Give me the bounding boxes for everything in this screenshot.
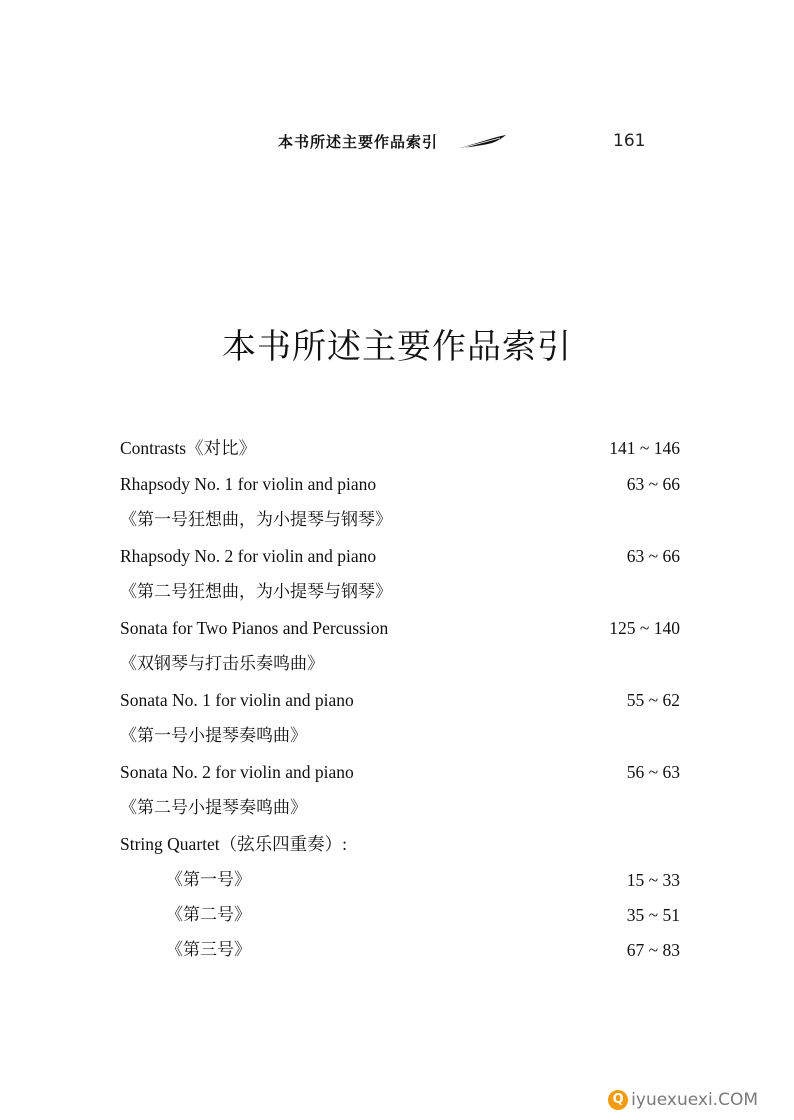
page-title: 本书所述主要作品索引 [222,326,572,367]
entry-label: 《第二号狂想曲，为小提琴与钢琴》 [120,582,392,602]
index-subentry [120,901,680,929]
entry-pages: 35 ~ 51 [626,905,680,925]
index-entry [120,686,680,714]
running-header [278,128,506,154]
running-title: 本书所述主要作品索引 [278,132,439,151]
entry-pages: 55 ~ 62 [626,690,680,710]
index-entry [120,830,680,858]
entry-label: 《双钢琴与打击乐奏鸣曲》 [120,654,324,674]
index-entry [120,614,680,642]
entry-label: Contrasts《对比》 [120,438,257,458]
entry-label: Sonata No. 1 for violin and piano [120,690,354,710]
entry-pages: 67 ~ 83 [626,940,680,960]
brand-logo-icon: Q [608,1090,628,1110]
entry-pages: 15 ~ 33 [626,870,680,890]
index-entry [120,578,680,606]
entry-label: 《第三号》 [166,940,251,960]
entry-label: Sonata for Two Pianos and Percussion [120,618,389,638]
index-entry [120,542,680,570]
entry-pages: 125 ~ 140 [609,618,680,638]
entry-label: 《第一号小提琴奏鸣曲》 [120,726,307,746]
index-entry [120,650,680,678]
entry-label: Rhapsody No. 2 for violin and piano [120,546,377,566]
index-entry [120,434,680,462]
watermark-text: iyuexuexi.COM [631,1090,758,1110]
entry-label: Rhapsody No. 1 for violin and piano [120,474,377,494]
entry-pages: 56 ~ 63 [626,762,680,782]
index-subentry [120,866,680,894]
index-entry [120,506,680,534]
entry-label: Sonata No. 2 for violin and piano [120,762,354,782]
entry-pages: 141 ~ 146 [609,438,680,458]
page-number: 161 [613,131,646,151]
entry-label: String Quartet（弦乐四重奏）: [120,834,347,854]
entry-label: 《第一号狂想曲，为小提琴与钢琴》 [120,510,392,530]
entry-label: 《第一号》 [166,870,251,890]
index-entry [120,794,680,822]
entry-pages: 63 ~ 66 [626,474,680,494]
entry-label: 《第二号小提琴奏鸣曲》 [120,798,307,818]
index-entry [120,470,680,498]
index-subentry [120,936,680,964]
index-entry [120,758,680,786]
feather-icon [460,135,506,149]
index-entry [120,722,680,750]
entry-label: 《第二号》 [166,905,251,925]
watermark [608,1090,758,1110]
entry-pages: 63 ~ 66 [626,546,680,566]
